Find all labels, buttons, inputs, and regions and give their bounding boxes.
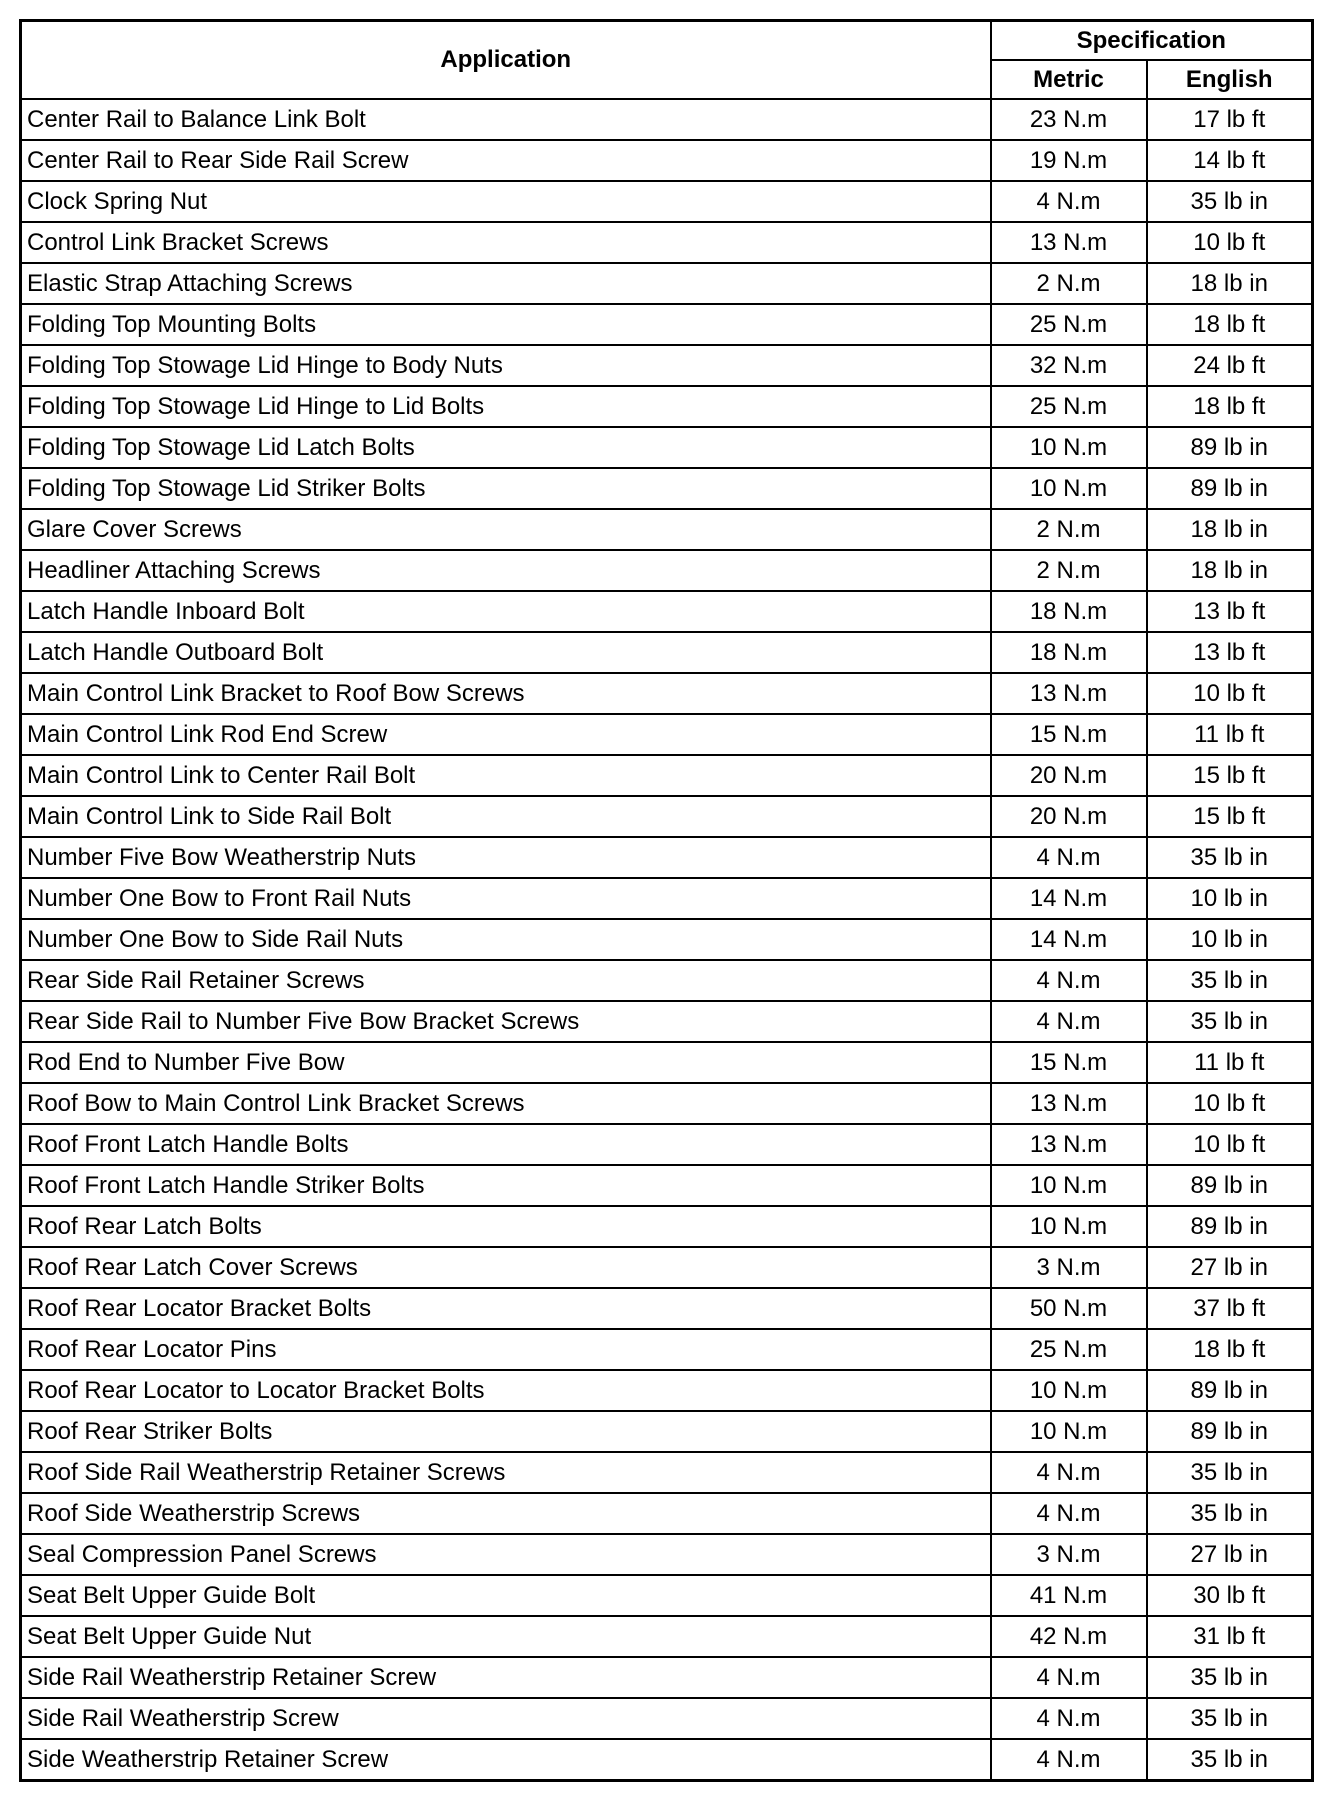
table-row [21, 1616, 1313, 1657]
table-row [21, 99, 1313, 140]
metric-value-cell: 14 N.m [991, 919, 1147, 960]
metric-header: Metric [991, 60, 1147, 99]
application-cell: Elastic Strap Attaching Screws [21, 263, 991, 304]
header-row-top [21, 21, 1313, 61]
application-cell: Center Rail to Rear Side Rail Screw [21, 140, 991, 181]
application-cell: Headliner Attaching Screws [21, 550, 991, 591]
english-value-cell: 89 lb in [1147, 1370, 1313, 1411]
metric-value-cell: 18 N.m [991, 591, 1147, 632]
application-cell: Roof Rear Striker Bolts [21, 1411, 991, 1452]
metric-value-cell: 4 N.m [991, 960, 1147, 1001]
english-value-cell: 30 lb ft [1147, 1575, 1313, 1616]
table-row [21, 1698, 1313, 1739]
metric-value-cell: 3 N.m [991, 1534, 1147, 1575]
application-cell: Latch Handle Outboard Bolt [21, 632, 991, 673]
application-cell: Roof Rear Locator Pins [21, 1329, 991, 1370]
application-header: Application [21, 21, 991, 100]
english-value-cell: 37 lb ft [1147, 1288, 1313, 1329]
english-value-cell: 10 lb ft [1147, 1083, 1313, 1124]
metric-value-cell: 20 N.m [991, 755, 1147, 796]
application-cell: Side Rail Weatherstrip Screw [21, 1698, 991, 1739]
application-cell: Main Control Link to Center Rail Bolt [21, 755, 991, 796]
metric-value-cell: 10 N.m [991, 468, 1147, 509]
application-cell: Folding Top Stowage Lid Hinge to Body Nuts [21, 345, 991, 386]
application-cell: Number Five Bow Weatherstrip Nuts [21, 837, 991, 878]
metric-value-cell: 4 N.m [991, 1739, 1147, 1781]
english-value-cell: 35 lb in [1147, 1739, 1313, 1781]
english-value-cell: 15 lb ft [1147, 755, 1313, 796]
application-cell: Roof Bow to Main Control Link Bracket Screws [21, 1083, 991, 1124]
application-cell: Rear Side Rail to Number Five Bow Bracket Screws [21, 1001, 991, 1042]
english-value-cell: 18 lb ft [1147, 1329, 1313, 1370]
metric-value-cell: 4 N.m [991, 837, 1147, 878]
application-cell: Main Control Link Bracket to Roof Bow Screws [21, 673, 991, 714]
english-value-cell: 24 lb ft [1147, 345, 1313, 386]
application-cell: Control Link Bracket Screws [21, 222, 991, 263]
metric-value-cell: 41 N.m [991, 1575, 1147, 1616]
english-value-cell: 10 lb in [1147, 919, 1313, 960]
application-cell: Roof Rear Latch Bolts [21, 1206, 991, 1247]
table-row [21, 1329, 1313, 1370]
english-value-cell: 18 lb ft [1147, 386, 1313, 427]
metric-value-cell: 10 N.m [991, 1206, 1147, 1247]
table-row [21, 263, 1313, 304]
application-cell: Glare Cover Screws [21, 509, 991, 550]
application-cell: Clock Spring Nut [21, 181, 991, 222]
table-row [21, 1124, 1313, 1165]
metric-value-cell: 13 N.m [991, 222, 1147, 263]
metric-value-cell: 15 N.m [991, 1042, 1147, 1083]
metric-value-cell: 13 N.m [991, 1083, 1147, 1124]
application-cell: Seat Belt Upper Guide Nut [21, 1616, 991, 1657]
table-row [21, 550, 1313, 591]
application-cell: Main Control Link to Side Rail Bolt [21, 796, 991, 837]
application-cell: Side Weatherstrip Retainer Screw [21, 1739, 991, 1781]
table-row [21, 1575, 1313, 1616]
table-row [21, 509, 1313, 550]
table-row [21, 1370, 1313, 1411]
metric-value-cell: 25 N.m [991, 386, 1147, 427]
table-row [21, 140, 1313, 181]
metric-value-cell: 50 N.m [991, 1288, 1147, 1329]
application-cell: Roof Rear Latch Cover Screws [21, 1247, 991, 1288]
english-value-cell: 15 lb ft [1147, 796, 1313, 837]
table-row [21, 1165, 1313, 1206]
english-value-cell: 18 lb in [1147, 550, 1313, 591]
english-value-cell: 35 lb in [1147, 1698, 1313, 1739]
application-cell: Roof Side Rail Weatherstrip Retainer Screws [21, 1452, 991, 1493]
metric-value-cell: 20 N.m [991, 796, 1147, 837]
table-row [21, 1739, 1313, 1781]
table-row [21, 427, 1313, 468]
english-value-cell: 13 lb ft [1147, 591, 1313, 632]
english-value-cell: 35 lb in [1147, 960, 1313, 1001]
english-value-cell: 35 lb in [1147, 1657, 1313, 1698]
metric-value-cell: 4 N.m [991, 1452, 1147, 1493]
metric-value-cell: 23 N.m [991, 99, 1147, 140]
application-cell: Roof Rear Locator Bracket Bolts [21, 1288, 991, 1329]
metric-value-cell: 19 N.m [991, 140, 1147, 181]
english-value-cell: 18 lb in [1147, 509, 1313, 550]
english-value-cell: 35 lb in [1147, 181, 1313, 222]
english-value-cell: 27 lb in [1147, 1247, 1313, 1288]
table-row [21, 1534, 1313, 1575]
metric-value-cell: 42 N.m [991, 1616, 1147, 1657]
metric-value-cell: 10 N.m [991, 1165, 1147, 1206]
metric-value-cell: 2 N.m [991, 550, 1147, 591]
metric-value-cell: 14 N.m [991, 878, 1147, 919]
table-row [21, 345, 1313, 386]
table-row [21, 673, 1313, 714]
table-row [21, 181, 1313, 222]
english-value-cell: 31 lb ft [1147, 1616, 1313, 1657]
table-row [21, 222, 1313, 263]
application-cell: Center Rail to Balance Link Bolt [21, 99, 991, 140]
table-row [21, 837, 1313, 878]
application-cell: Latch Handle Inboard Bolt [21, 591, 991, 632]
english-value-cell: 14 lb ft [1147, 140, 1313, 181]
application-cell: Roof Front Latch Handle Bolts [21, 1124, 991, 1165]
table-row [21, 304, 1313, 345]
metric-value-cell: 13 N.m [991, 673, 1147, 714]
metric-value-cell: 10 N.m [991, 1411, 1147, 1452]
metric-value-cell: 15 N.m [991, 714, 1147, 755]
metric-value-cell: 32 N.m [991, 345, 1147, 386]
metric-value-cell: 4 N.m [991, 1657, 1147, 1698]
english-header: English [1147, 60, 1313, 99]
application-cell: Main Control Link Rod End Screw [21, 714, 991, 755]
table-header [21, 21, 1313, 100]
english-value-cell: 10 lb in [1147, 878, 1313, 919]
metric-value-cell: 4 N.m [991, 1493, 1147, 1534]
application-cell: Folding Top Mounting Bolts [21, 304, 991, 345]
table-row [21, 878, 1313, 919]
application-cell: Number One Bow to Front Rail Nuts [21, 878, 991, 919]
table-row [21, 591, 1313, 632]
english-value-cell: 27 lb in [1147, 1534, 1313, 1575]
english-value-cell: 11 lb ft [1147, 714, 1313, 755]
table-row [21, 1493, 1313, 1534]
metric-value-cell: 10 N.m [991, 1370, 1147, 1411]
application-cell: Folding Top Stowage Lid Hinge to Lid Bolts [21, 386, 991, 427]
metric-value-cell: 10 N.m [991, 427, 1147, 468]
english-value-cell: 10 lb ft [1147, 1124, 1313, 1165]
english-value-cell: 89 lb in [1147, 427, 1313, 468]
table-row [21, 1288, 1313, 1329]
application-cell: Number One Bow to Side Rail Nuts [21, 919, 991, 960]
metric-value-cell: 25 N.m [991, 304, 1147, 345]
fastener-specification-table [19, 19, 1314, 1782]
english-value-cell: 10 lb ft [1147, 673, 1313, 714]
english-value-cell: 13 lb ft [1147, 632, 1313, 673]
table-row [21, 1001, 1313, 1042]
application-cell: Roof Side Weatherstrip Screws [21, 1493, 991, 1534]
table-row [21, 1411, 1313, 1452]
metric-value-cell: 2 N.m [991, 263, 1147, 304]
table-row [21, 714, 1313, 755]
table-row [21, 632, 1313, 673]
table-row [21, 1452, 1313, 1493]
english-value-cell: 35 lb in [1147, 1001, 1313, 1042]
english-value-cell: 10 lb ft [1147, 222, 1313, 263]
english-value-cell: 89 lb in [1147, 1165, 1313, 1206]
english-value-cell: 18 lb ft [1147, 304, 1313, 345]
metric-value-cell: 3 N.m [991, 1247, 1147, 1288]
table-row [21, 919, 1313, 960]
application-cell: Folding Top Stowage Lid Striker Bolts [21, 468, 991, 509]
specification-header: Specification [991, 21, 1313, 61]
application-cell: Rear Side Rail Retainer Screws [21, 960, 991, 1001]
english-value-cell: 18 lb in [1147, 263, 1313, 304]
english-value-cell: 89 lb in [1147, 468, 1313, 509]
application-cell: Folding Top Stowage Lid Latch Bolts [21, 427, 991, 468]
english-value-cell: 89 lb in [1147, 1206, 1313, 1247]
english-value-cell: 35 lb in [1147, 837, 1313, 878]
metric-value-cell: 25 N.m [991, 1329, 1147, 1370]
table-row [21, 960, 1313, 1001]
application-cell: Roof Front Latch Handle Striker Bolts [21, 1165, 991, 1206]
metric-value-cell: 4 N.m [991, 1698, 1147, 1739]
metric-value-cell: 4 N.m [991, 1001, 1147, 1042]
english-value-cell: 89 lb in [1147, 1411, 1313, 1452]
english-value-cell: 35 lb in [1147, 1452, 1313, 1493]
table-body [21, 99, 1313, 1781]
english-value-cell: 11 lb ft [1147, 1042, 1313, 1083]
metric-value-cell: 2 N.m [991, 509, 1147, 550]
table-row [21, 1206, 1313, 1247]
application-cell: Seal Compression Panel Screws [21, 1534, 991, 1575]
application-cell: Roof Rear Locator to Locator Bracket Bolts [21, 1370, 991, 1411]
table-row [21, 796, 1313, 837]
metric-value-cell: 18 N.m [991, 632, 1147, 673]
table-row [21, 755, 1313, 796]
table-row [21, 1247, 1313, 1288]
table-row [21, 1083, 1313, 1124]
application-cell: Rod End to Number Five Bow [21, 1042, 991, 1083]
english-value-cell: 17 lb ft [1147, 99, 1313, 140]
table-row [21, 386, 1313, 427]
table-row [21, 1657, 1313, 1698]
metric-value-cell: 4 N.m [991, 181, 1147, 222]
table-row [21, 468, 1313, 509]
application-cell: Side Rail Weatherstrip Retainer Screw [21, 1657, 991, 1698]
english-value-cell: 35 lb in [1147, 1493, 1313, 1534]
table-row [21, 1042, 1313, 1083]
metric-value-cell: 13 N.m [991, 1124, 1147, 1165]
application-cell: Seat Belt Upper Guide Bolt [21, 1575, 991, 1616]
